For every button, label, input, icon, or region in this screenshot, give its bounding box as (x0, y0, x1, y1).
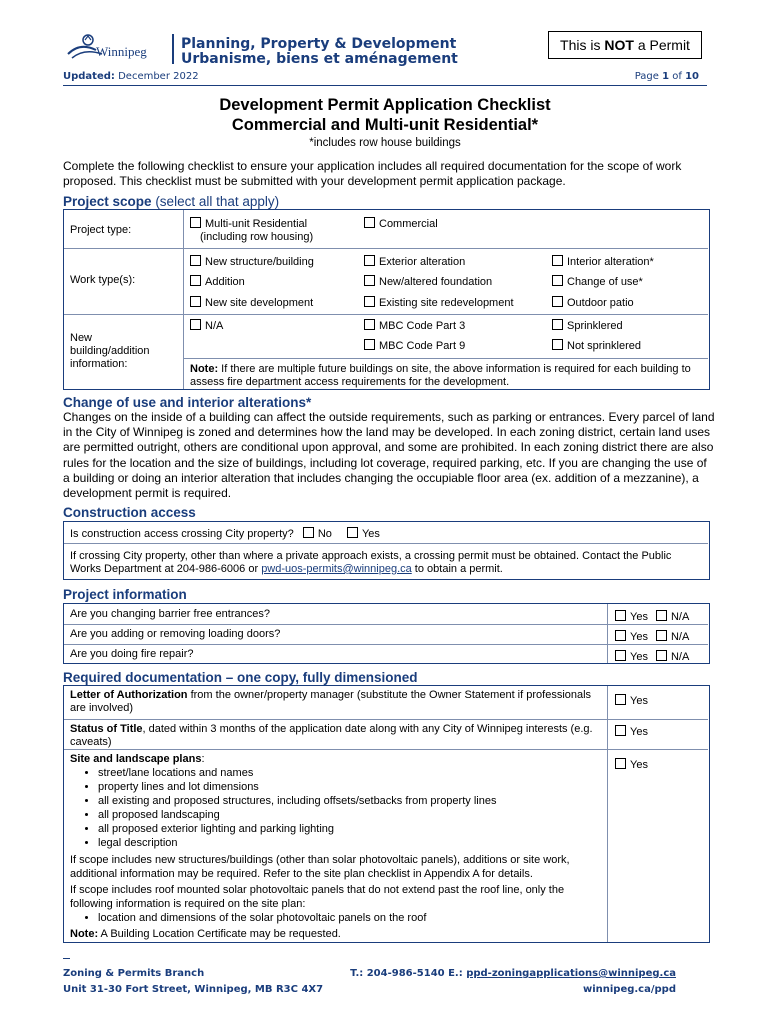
checkbox[interactable] (656, 610, 667, 621)
status-title: Status of Title (70, 723, 143, 735)
option-no[interactable] (303, 528, 332, 540)
updated-label: Updated: (63, 71, 115, 82)
checkbox[interactable] (347, 527, 358, 538)
option-multi-unit-residential[interactable] (190, 217, 313, 244)
option-label: Addition (205, 276, 245, 288)
option-mbc-part-3[interactable] (364, 319, 465, 333)
loa-yes[interactable] (615, 694, 648, 708)
checkbox[interactable] (552, 319, 563, 330)
page-prefix: Page (634, 71, 663, 82)
checkbox[interactable] (615, 694, 626, 705)
status-of-title (70, 723, 595, 749)
option-label: N/A (205, 320, 224, 332)
header-rule (63, 85, 707, 86)
checkbox[interactable] (190, 255, 201, 266)
pwd-email-link[interactable]: pwd-uos-permits@winnipeg.ca (261, 563, 412, 575)
project-type-label: Project type: (70, 224, 132, 236)
work-types-label: Work type(s): (70, 274, 136, 286)
section-project-scope (63, 194, 279, 209)
change-of-use-text: Changes on the inside of a building can affect the outside requirements, such as parking or entrances. Every parcel of land in the City of Winnipeg is zoned and determines how the land may be developed. In each zoning district, certain land uses are permitted outright, others are conditional upon approval, and some are prohibited. In each zoning district there are also rules for the location and the size of buildings, including lot coverage, required parking, etc. If you are changing the use of a building or doing an interior alteration that includes changing the occupiable floor area (ex. addition of a mezzanine), a development permit is required. (63, 410, 715, 501)
option-new-site-development[interactable] (190, 296, 313, 310)
notice-bold: NOT (604, 37, 634, 53)
option-interior-alteration[interactable] (552, 255, 654, 269)
notice-prefix: This is (560, 37, 605, 53)
checkbox[interactable] (364, 255, 375, 266)
option-label: Interior alteration* (567, 256, 654, 268)
site-title: Site and landscape plans (70, 753, 202, 765)
not-a-permit-notice (548, 31, 702, 59)
site-yes[interactable] (615, 758, 648, 772)
option-label: New/altered foundation (379, 276, 493, 288)
footer-dash (63, 958, 70, 959)
footer-contact (350, 968, 676, 979)
list-item: • street/lane locations and names (98, 766, 598, 780)
project-information-table (63, 603, 710, 664)
option-na[interactable] (190, 319, 223, 333)
commercial-label: Commercial (379, 218, 438, 230)
checkbox[interactable] (303, 527, 314, 538)
note-text: A Building Location Certificate may be requested. (98, 928, 341, 940)
checkbox[interactable] (190, 275, 201, 286)
checkbox[interactable] (190, 296, 201, 307)
checkbox[interactable] (552, 339, 563, 350)
checkbox[interactable] (364, 217, 375, 228)
fire-repair-answer[interactable] (615, 650, 689, 664)
site-note (70, 928, 598, 941)
loading-doors-answer[interactable] (615, 630, 689, 644)
checkbox[interactable] (615, 650, 626, 661)
checkbox[interactable] (656, 630, 667, 641)
logo (66, 30, 166, 66)
required-documentation-heading: Required documentation – one copy, fully dimensioned (63, 670, 418, 685)
checkbox[interactable] (364, 296, 375, 307)
option-exterior-alteration[interactable] (364, 255, 465, 269)
note-text: If there are multiple future buildings on site, the above information is required for each building to assess fire department access requirements for the development. (190, 363, 691, 388)
document-subtitle-note: *includes row house buildings (309, 137, 461, 149)
option-not-sprinklered[interactable] (552, 339, 641, 353)
loa-text: from the owner/property manager (substitute the Owner Statement if professionals are involved) (70, 689, 592, 714)
department-title-en: Planning, Property & Development (181, 36, 457, 52)
footer-email-link[interactable]: ppd-zoningapplications@winnipeg.ca (466, 968, 676, 979)
option-label: Sprinklered (567, 320, 623, 332)
checkbox[interactable] (364, 275, 375, 286)
checkbox[interactable] (190, 319, 201, 330)
list-item: • all proposed landscaping (98, 808, 598, 822)
option-label: MBC Code Part 9 (379, 340, 466, 352)
checkbox[interactable] (364, 339, 375, 350)
yes-label: Yes (630, 695, 648, 707)
footer-branch: Zoning & Permits Branch (63, 968, 205, 979)
checkbox[interactable] (190, 217, 201, 228)
multi-unit-label: Multi-unit Residential (205, 218, 308, 230)
project-scope-table (63, 209, 710, 390)
option-label: Exterior alteration (379, 256, 466, 268)
note-label: Note: (190, 363, 219, 375)
question-barrier-free: Are you changing barrier free entrances? (70, 608, 270, 620)
project-scope-subheading: (select all that apply) (155, 194, 280, 209)
footer-phone: T.: 204-986-5140 E.: (350, 968, 467, 979)
header-divider (172, 34, 174, 64)
site-paragraph-1: If scope includes new structures/buildings (other than solar photovoltaic panels), additions or site work, additional information may be required. Refer to the site plan checklist in Appendix A for details. (70, 854, 570, 880)
yes-label: Yes (630, 759, 648, 771)
updated-value: December 2022 (118, 71, 199, 82)
multi-unit-sublabel: (including row housing) (200, 231, 314, 243)
list-item: • property lines and lot dimensions (98, 780, 598, 794)
logo-text: Winnipeg (96, 44, 147, 59)
site-landscape-plans (70, 753, 598, 941)
option-label: MBC Code Part 3 (379, 320, 466, 332)
document-title: Development Permit Application Checklist (219, 96, 551, 114)
option-new-altered-foundation[interactable] (364, 275, 492, 289)
checkbox[interactable] (552, 275, 563, 286)
solar-items (70, 911, 598, 925)
option-sprinklered[interactable] (552, 319, 623, 333)
info-suffix: to obtain a permit. (411, 563, 503, 575)
list-item: • all existing and proposed structures, including offsets/setbacks from property lines (98, 794, 598, 808)
option-yes[interactable] (347, 528, 380, 540)
site-colon: : (201, 753, 205, 765)
option-label: Change of use* (567, 276, 643, 288)
option-label: Yes (361, 528, 380, 540)
document-subtitle-main: Commercial and Multi-unit Residential* (231, 116, 539, 134)
option-new-structure[interactable] (190, 255, 314, 269)
yes-label: Yes (630, 651, 648, 663)
option-label: New structure/building (205, 256, 314, 268)
new-building-label: New building/addition information: (70, 332, 150, 370)
letter-of-authorization (70, 689, 595, 715)
scope-note (190, 363, 702, 389)
project-information-heading: Project information (63, 587, 187, 602)
barrier-free-answer[interactable] (615, 610, 689, 624)
option-label: New site development (205, 297, 314, 309)
status-text: , dated within 3 months of the application date along with any City of Winnipeg interests (e.g. caveats) (70, 723, 593, 748)
page-num: 1 (662, 71, 670, 82)
info-prefix: If crossing City property, other than where a private approach exists, a crossing permit must be obtained. Contact the Public Works Department at 204-986-6006 or (70, 550, 672, 575)
checkbox[interactable] (615, 758, 626, 769)
status-yes[interactable] (615, 725, 648, 739)
question-loading-doors: Are you adding or removing loading doors? (70, 628, 281, 640)
site-paragraph-2: If scope includes roof mounted solar photovoltaic panels that do not extend past the roof line, only the following information is required on the site plan: (70, 884, 565, 910)
list-item: • all proposed exterior lighting and parking lighting (98, 822, 598, 836)
page-total: 10 (685, 71, 699, 82)
project-scope-heading: Project scope (63, 194, 152, 209)
loa-title: Letter of Authorization (70, 689, 188, 701)
option-label: Not sprinklered (567, 340, 641, 352)
option-label: Outdoor patio (567, 297, 634, 309)
footer-website[interactable]: winnipeg.ca/ppd (582, 984, 676, 995)
option-existing-site-redevelopment[interactable] (364, 296, 514, 310)
checkbox[interactable] (552, 255, 563, 266)
question-fire-repair: Are you doing fire repair? (70, 648, 194, 660)
site-plan-items (70, 766, 598, 850)
checkbox[interactable] (615, 725, 626, 736)
page-number (635, 71, 699, 82)
checkbox[interactable] (364, 319, 375, 330)
na-label: N/A (670, 631, 690, 643)
na-label: N/A (670, 611, 690, 623)
construction-access-heading: Construction access (63, 505, 196, 520)
checkbox[interactable] (615, 610, 626, 621)
option-mbc-part-9[interactable] (364, 339, 465, 353)
option-label: Existing site redevelopment (379, 297, 514, 309)
updated-date (63, 71, 199, 82)
yes-label: Yes (630, 726, 648, 738)
required-documentation-table (63, 685, 710, 943)
change-of-use-heading: Change of use and interior alterations* (63, 395, 312, 410)
list-item: • location and dimensions of the solar photovoltaic panels on the roof (98, 911, 598, 925)
yes-label: Yes (630, 631, 648, 643)
construction-question (70, 527, 380, 541)
yes-label: Yes (630, 611, 648, 623)
option-label: No (317, 528, 332, 540)
question-text: Is construction access crossing City property? (70, 528, 294, 540)
department-title-fr: Urbanisme, biens et aménagement (181, 51, 458, 67)
construction-access-table (63, 521, 710, 580)
checkbox[interactable] (615, 630, 626, 641)
page-of: of (669, 71, 686, 82)
option-commercial[interactable] (364, 217, 438, 231)
crossing-permit-info (70, 550, 700, 576)
option-addition[interactable] (190, 275, 245, 289)
option-change-of-use[interactable] (552, 275, 643, 289)
note-label: Note: (70, 928, 99, 940)
na-label: N/A (670, 651, 690, 663)
option-outdoor-patio[interactable] (552, 296, 634, 310)
checkbox[interactable] (552, 296, 563, 307)
notice-suffix: a Permit (633, 37, 690, 53)
footer-address: Unit 31-30 Fort Street, Winnipeg, MB R3C 4X7 (63, 984, 324, 995)
intro-text: Complete the following checklist to ensure your application includes all required documentation for the scope of work proposed. This checklist must be submitted with your development permit application package. (63, 159, 682, 188)
list-item: • legal description (98, 836, 598, 850)
checkbox[interactable] (656, 650, 667, 661)
